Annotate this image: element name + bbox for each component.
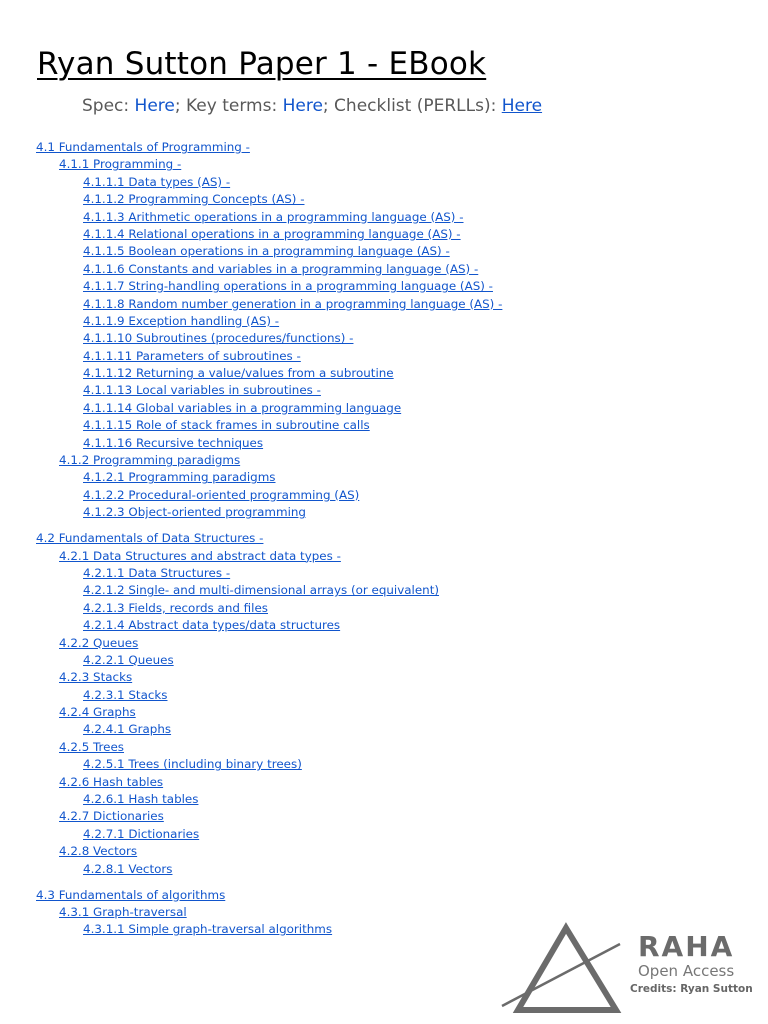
- toc-link-level-3[interactable]: 4.1.1.3 Arithmetic operations in a programming language (AS) -: [83, 209, 464, 224]
- toc-link-level-3[interactable]: 4.1.1.8 Random number generation in a programming language (AS) -: [83, 296, 503, 311]
- spec-label: Spec:: [82, 96, 135, 116]
- toc-link-level-3[interactable]: 4.2.2.1 Queues: [83, 652, 174, 667]
- toc-link-level-3[interactable]: 4.2.8.1 Vectors: [83, 861, 173, 876]
- toc-link-level-3[interactable]: 4.1.2.1 Programming paradigms: [83, 470, 276, 485]
- toc-link-level-3[interactable]: 4.2.3.1 Stacks: [83, 687, 168, 702]
- toc-link-level-2[interactable]: 4.2.8 Vectors: [59, 844, 138, 859]
- toc-link-level-3[interactable]: 4.1.1.10 Subroutines (procedures/functions) -: [83, 331, 354, 346]
- logo-credit: Credits: Ryan Sutton: [630, 983, 753, 995]
- toc-link-level-3[interactable]: 4.2.1.1 Data Structures -: [83, 565, 231, 580]
- toc-link-level-2[interactable]: 4.1.2 Programming paradigms: [59, 453, 241, 468]
- toc-link-level-3[interactable]: 4.1.1.14 Global variables in a programming language: [83, 400, 402, 415]
- toc-link-level-1[interactable]: 4.2 Fundamentals of Data Structures -: [36, 531, 264, 546]
- toc-link-level-3[interactable]: 4.1.1.13 Local variables in subroutines -: [83, 383, 321, 398]
- toc-link-level-3[interactable]: 4.2.4.1 Graphs: [83, 722, 172, 737]
- toc-link-level-1[interactable]: 4.1 Fundamentals of Programming -: [36, 140, 250, 154]
- checklist-label: ; Checklist (PERLLs):: [322, 96, 502, 116]
- table-of-contents: [0, 139, 768, 939]
- toc-link-level-3[interactable]: 4.1.1.11 Parameters of subroutines -: [83, 348, 301, 363]
- toc-link-level-3[interactable]: 4.2.5.1 Trees (including binary trees): [83, 757, 302, 772]
- toc-link-level-2[interactable]: 4.3.1 Graph-traversal: [59, 904, 187, 919]
- toc-link-level-3[interactable]: 4.2.1.3 Fields, records and files: [83, 600, 268, 615]
- toc-link-level-3[interactable]: 4.2.1.4 Abstract data types/data structures: [83, 618, 341, 633]
- toc-link-level-3[interactable]: 4.1.1.15 Role of stack frames in subroutine calls: [83, 418, 370, 433]
- toc-link-level-3[interactable]: 4.1.2.3 Object-oriented programming: [83, 505, 306, 520]
- document-title: Ryan Sutton Paper 1 - EBook: [37, 46, 487, 82]
- logo-name: RAHA: [638, 930, 735, 963]
- raha-logo: [500, 920, 760, 1020]
- logo-subtitle: Open Access: [638, 962, 735, 980]
- toc-link-level-3[interactable]: 4.1.1.12 Returning a value/values from a subroutine: [83, 366, 394, 381]
- spec-link[interactable]: Here: [134, 96, 175, 116]
- toc-link-level-3[interactable]: 4.1.1.2 Programming Concepts (AS) -: [83, 192, 305, 207]
- key-terms-link[interactable]: Here: [282, 96, 323, 116]
- reference-links-line: [82, 96, 542, 116]
- toc-link-level-2[interactable]: 4.1.1 Programming -: [59, 157, 182, 172]
- toc-link-level-2[interactable]: 4.2.2 Queues: [59, 635, 139, 650]
- raha-triangle-icon: [500, 920, 630, 1020]
- checklist-link[interactable]: Here: [501, 96, 543, 116]
- toc-link-level-3[interactable]: 4.1.1.6 Constants and variables in a programming language (AS) -: [83, 261, 479, 276]
- toc-link-level-3[interactable]: 4.2.6.1 Hash tables: [83, 792, 199, 807]
- toc-link-level-3[interactable]: 4.2.7.1 Dictionaries: [83, 826, 200, 841]
- toc-link-level-1[interactable]: 4.3 Fundamentals of algorithms: [36, 887, 226, 902]
- toc-link-level-3[interactable]: 4.1.1.7 String-handling operations in a programming language (AS) -: [83, 279, 493, 294]
- toc-link-level-3[interactable]: 4.1.1.1 Data types (AS) -: [83, 174, 231, 189]
- toc-link-level-3[interactable]: 4.3.1.1 Simple graph-traversal algorithms: [83, 922, 333, 937]
- toc-link-level-2[interactable]: 4.2.5 Trees: [59, 739, 125, 754]
- toc-link-level-3[interactable]: 4.1.1.16 Recursive techniques: [83, 435, 264, 450]
- toc-link-level-2[interactable]: 4.2.6 Hash tables: [59, 774, 164, 789]
- key-terms-label: ; Key terms:: [174, 96, 283, 116]
- toc-link-level-3[interactable]: 4.1.1.9 Exception handling (AS) -: [83, 313, 280, 328]
- toc-link-level-3[interactable]: 4.2.1.2 Single- and multi-dimensional arrays (or equivalent): [83, 583, 440, 598]
- toc-link-level-2[interactable]: 4.2.4 Graphs: [59, 705, 136, 720]
- toc-link-level-3[interactable]: 4.1.1.4 Relational operations in a programming language (AS) -: [83, 226, 461, 241]
- toc-link-level-3[interactable]: 4.1.1.5 Boolean operations in a programming language (AS) -: [83, 244, 450, 259]
- toc-link-level-2[interactable]: 4.2.1 Data Structures and abstract data types -: [59, 548, 341, 563]
- toc-link-level-2[interactable]: 4.2.7 Dictionaries: [59, 809, 164, 824]
- toc-link-level-2[interactable]: 4.2.3 Stacks: [59, 670, 133, 685]
- toc-link-level-3[interactable]: 4.1.2.2 Procedural-oriented programming (AS): [83, 487, 360, 502]
